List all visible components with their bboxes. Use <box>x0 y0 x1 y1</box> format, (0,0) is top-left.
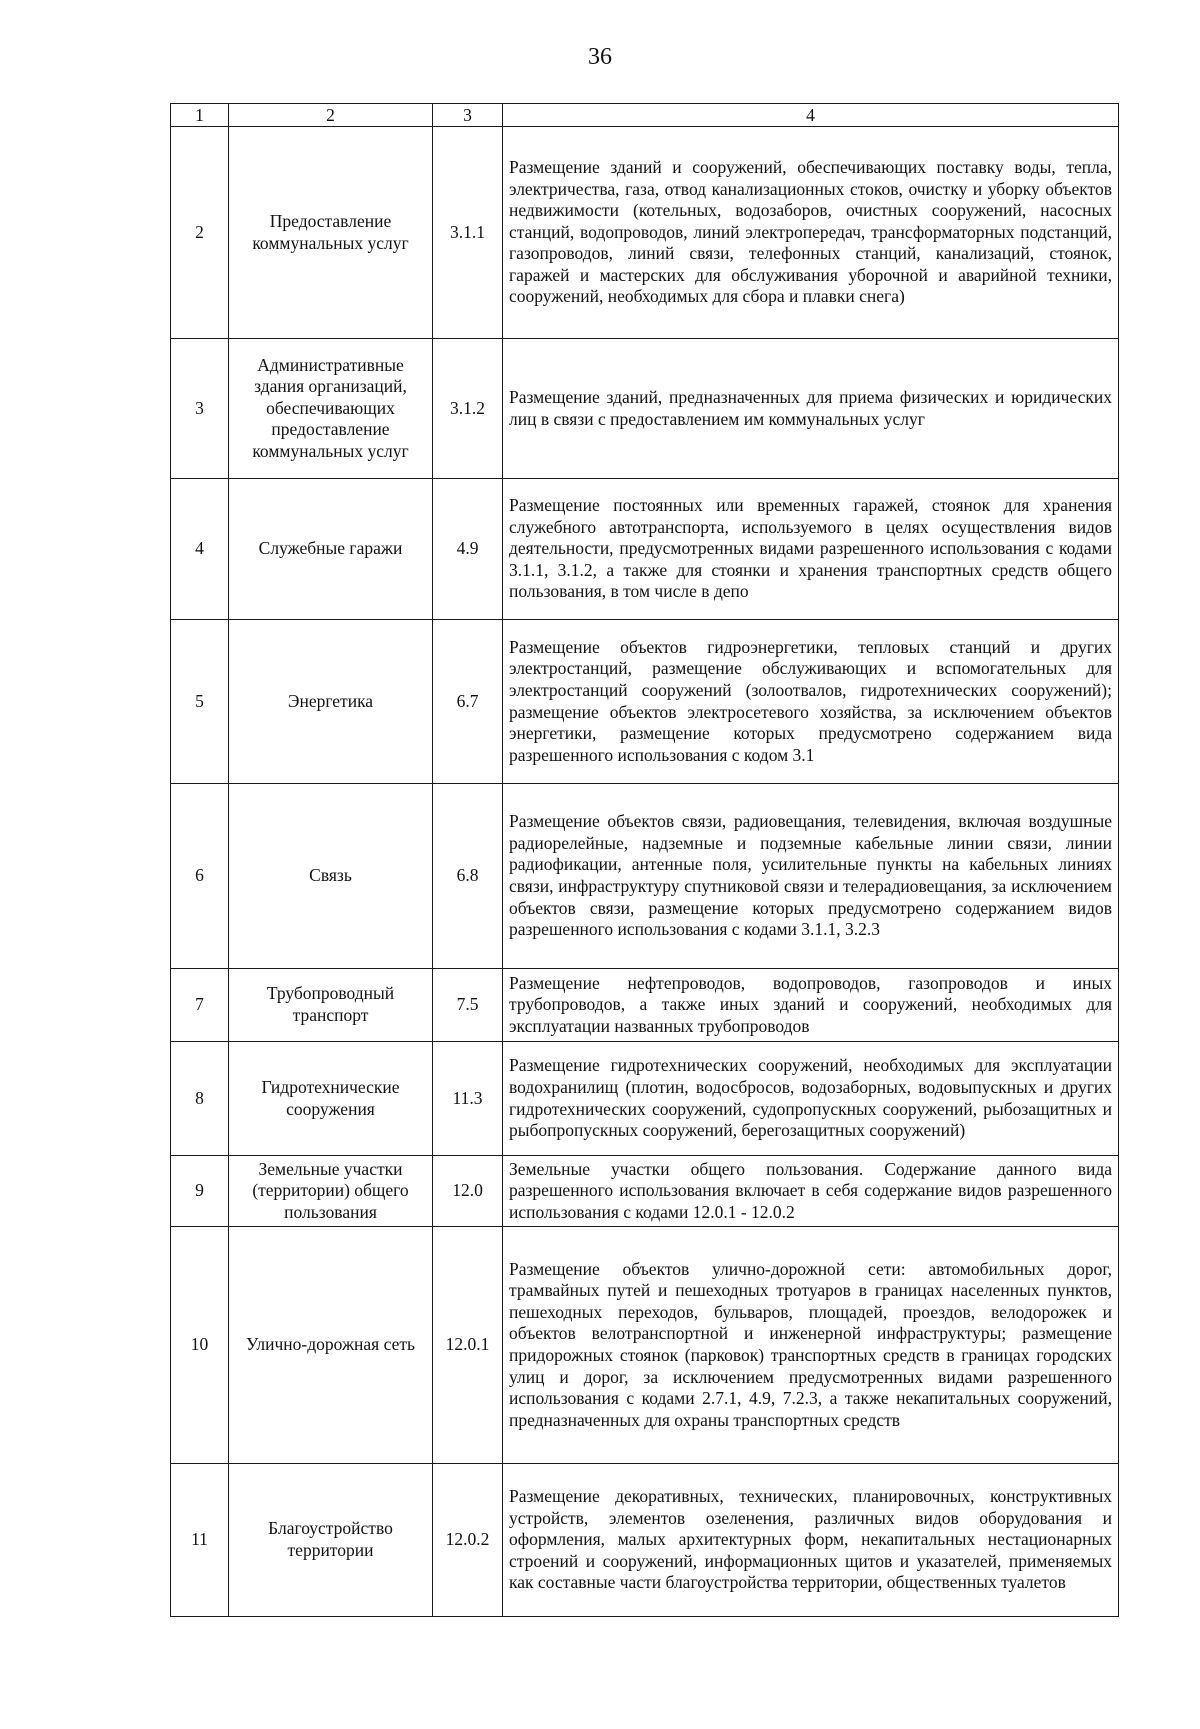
use-type-code: 6.7 <box>433 620 503 784</box>
table-row <box>171 969 1119 1042</box>
row-number: 4 <box>171 479 229 620</box>
use-type-code: 3.1.2 <box>433 339 503 479</box>
header-col-3: 3 <box>433 104 503 127</box>
use-type-description: Размещение объектов гидроэнергетики, тепловых станций и других электростанций, размещение обслуживающих и вспомогательных для электростанций сооружений (золоотвалов, гидротехнических сооружений); размещение объектов электросетевого хозяйства, за исключением объектов энергетики, размещение которых предусмотрено содержанием вида разрешенного использования с кодом 3.1 <box>503 620 1119 784</box>
table-row <box>171 479 1119 620</box>
use-type-code: 12.0.1 <box>433 1227 503 1464</box>
use-type-name: Гидротехнические сооружения <box>229 1042 433 1156</box>
table-header-row <box>171 104 1119 127</box>
use-type-code: 12.0 <box>433 1156 503 1227</box>
row-number: 9 <box>171 1156 229 1227</box>
use-type-name: Связь <box>229 784 433 969</box>
table-row <box>171 620 1119 784</box>
row-number: 10 <box>171 1227 229 1464</box>
row-number: 11 <box>171 1464 229 1617</box>
table-row <box>171 339 1119 479</box>
header-col-1: 1 <box>171 104 229 127</box>
table-row <box>171 1156 1119 1227</box>
table-row <box>171 1042 1119 1156</box>
use-type-name: Административные здания организаций, обеспечивающих предоставление коммунальных услуг <box>229 339 433 479</box>
row-number: 7 <box>171 969 229 1042</box>
use-type-description: Размещение зданий, предназначенных для приема физических и юридических лиц в связи с предоставлением им коммунальных услуг <box>503 339 1119 479</box>
use-type-description: Размещение зданий и сооружений, обеспечивающих поставку воды, тепла, электричества, газа, отвод канализационных стоков, очистку и уборку объектов недвижимости (котельных, водозаборов, очистных сооружений, насосных станций, водопроводов, линий электропередач, трансформаторных подстанций, газопроводов, линий связи, телефонных станций, канализаций, стоянок, гаражей и мастерских для обслуживания уборочной и аварийной техники, сооружений, необходимых для сбора и плавки снега) <box>503 127 1119 339</box>
use-type-code: 3.1.1 <box>433 127 503 339</box>
use-type-code: 6.8 <box>433 784 503 969</box>
use-type-code: 4.9 <box>433 479 503 620</box>
use-type-description: Размещение объектов улично-дорожной сети: автомобильных дорог, трамвайных путей и пешеходных тротуаров в границах населенных пунктов, пешеходных переходов, бульваров, площадей, проездов, велодорожек и объектов велотранспортной и инженерной инфраструктуры; размещение придорожных стоянок (парковок) транспортных средств в границах городских улиц и дорог, за исключением предусмотренных видами разрешенного использования с кодами 2.7.1, 4.9, 7.2.3, а также некапитальных сооружений, предназначенных для охраны транспортных средств <box>503 1227 1119 1464</box>
use-type-name: Предоставление коммунальных услуг <box>229 127 433 339</box>
use-type-description: Размещение декоративных, технических, планировочных, конструктивных устройств, элементов озеленения, различных видов оборудования и оформления, малых архитектурных форм, некапитальных нестационарных строений и сооружений, информационных щитов и указателей, применяемых как составные части благоустройства территории, общественных туалетов <box>503 1464 1119 1617</box>
use-type-code: 11.3 <box>433 1042 503 1156</box>
row-number: 6 <box>171 784 229 969</box>
table-row <box>171 1464 1119 1617</box>
row-number: 8 <box>171 1042 229 1156</box>
table-row <box>171 784 1119 969</box>
page-number: 36 <box>588 44 612 70</box>
table-row <box>171 1227 1119 1464</box>
table-row <box>171 127 1119 339</box>
header-col-4: 4 <box>503 104 1119 127</box>
header-col-2: 2 <box>229 104 433 127</box>
use-type-description: Размещение гидротехнических сооружений, необходимых для эксплуатации водохранилищ (плотин, водосбросов, водозаборных, водовыпускных и других гидротехнических сооружений, судопропускных сооружений, рыбозащитных и рыбопропускных сооружений, берегозащитных сооружений) <box>503 1042 1119 1156</box>
row-number: 3 <box>171 339 229 479</box>
use-type-name: Служебные гаражи <box>229 479 433 620</box>
use-type-code: 7.5 <box>433 969 503 1042</box>
use-type-name: Трубопроводный транспорт <box>229 969 433 1042</box>
use-type-name: Благоустройство территории <box>229 1464 433 1617</box>
use-type-code: 12.0.2 <box>433 1464 503 1617</box>
use-type-description: Размещение постоянных или временных гаражей, стоянок для хранения служебного автотранспорта, используемого в целях осуществления видов деятельности, предусмотренных видами разрешенного использования с кодами 3.1.1, 3.1.2, а также для стоянки и хранения транспортных средств общего пользования, в том числе в депо <box>503 479 1119 620</box>
land-use-table <box>170 103 1119 1617</box>
row-number: 2 <box>171 127 229 339</box>
use-type-name: Улично-дорожная сеть <box>229 1227 433 1464</box>
row-number: 5 <box>171 620 229 784</box>
use-type-name: Земельные участки (территории) общего пользования <box>229 1156 433 1227</box>
use-type-description: Размещение объектов связи, радиовещания, телевидения, включая воздушные радиорелейные, надземные и подземные кабельные линии связи, линии радиофикации, антенные поля, усилительные пункты на кабельных линиях связи, инфраструктуру спутниковой связи и телерадиовещания, за исключением объектов связи, размещение которых предусмотрено содержанием видов разрешенного использования с кодами 3.1.1, 3.2.3 <box>503 784 1119 969</box>
use-type-description: Земельные участки общего пользования. Содержание данного вида разрешенного использования включает в себя содержание видов разрешенного использования с кодами 12.0.1 - 12.0.2 <box>503 1156 1119 1227</box>
use-type-name: Энергетика <box>229 620 433 784</box>
use-type-description: Размещение нефтепроводов, водопроводов, газопроводов и иных трубопроводов, а также иных зданий и сооружений, необходимых для эксплуатации названных трубопроводов <box>503 969 1119 1042</box>
